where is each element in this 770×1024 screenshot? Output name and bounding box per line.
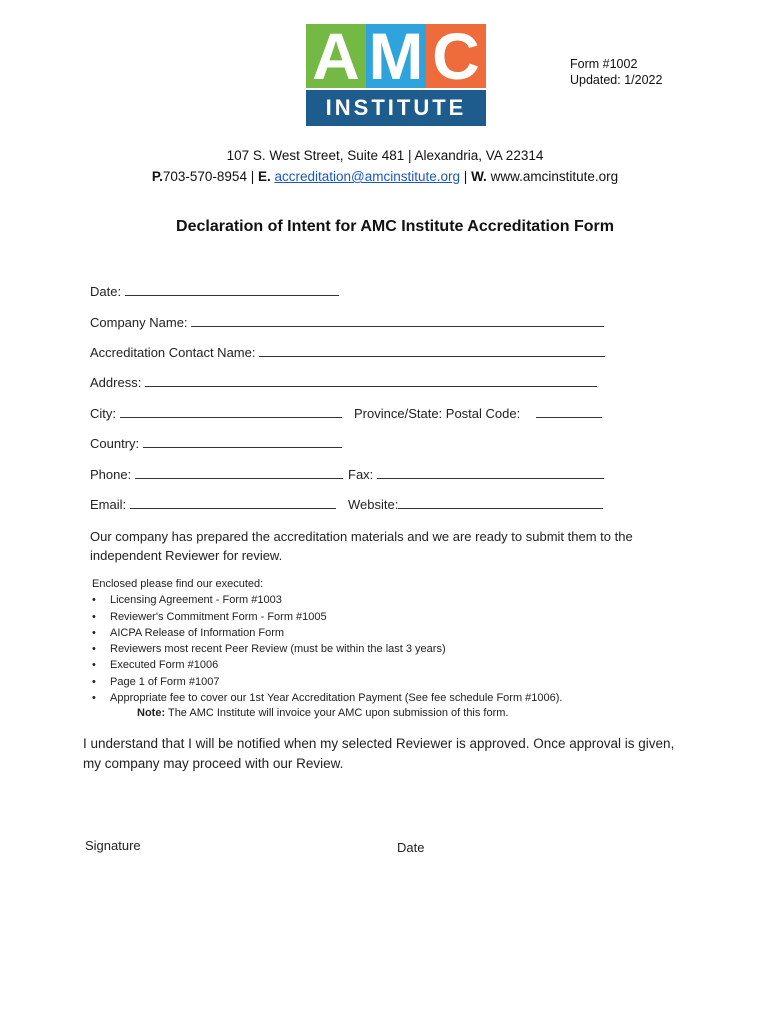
contact-name-label: Accreditation Contact Name: [90, 345, 256, 360]
enclosed-intro: Enclosed please find our executed: [92, 578, 264, 590]
phone-label: Phone: [90, 467, 132, 482]
signature-label: Signature [85, 838, 141, 853]
website-label: Website: [348, 497, 399, 512]
address-input-line[interactable] [145, 374, 597, 387]
website-text: www.amcinstitute.org [490, 169, 619, 184]
list-item: • Reviewer's Commitment Form - Form #1005 [110, 609, 562, 625]
web-prefix: W. [471, 169, 487, 184]
approval-statement: I understand that I will be notified when my selected Reviewer is approved. Once approval is given, my company may proceed with our Review. [83, 736, 675, 771]
company-name-label: Company Name: [90, 315, 188, 330]
email-input-line[interactable] [130, 496, 336, 509]
company-name-field [90, 314, 604, 331]
postal-code-input-line[interactable] [536, 405, 602, 418]
country-label: Country: [90, 436, 140, 451]
email-link[interactable]: accreditation@amcinstitute.org [274, 169, 461, 184]
list-item: • Licensing Agreement - Form #1003 [110, 592, 562, 608]
list-item: • Executed Form #1006 [110, 657, 562, 673]
fax-input-line[interactable] [377, 466, 604, 479]
country-field [90, 435, 342, 452]
fax-field [348, 466, 604, 483]
phone-field [90, 466, 343, 483]
form-title: Declaration of Intent for AMC Institute Accreditation Form [176, 218, 614, 235]
list-item: • Appropriate fee to cover our 1st Year Accreditation Payment (See fee schedule Form #1006). [110, 690, 562, 706]
preparation-statement: Our company has prepared the accreditation materials and we are ready to submit them to the independent Reviewer for review. [90, 529, 633, 563]
note-text: The AMC Institute will invoice your AMC upon submission of this form. [167, 707, 509, 719]
enclosed-items [92, 592, 562, 706]
date-input-line[interactable] [125, 283, 339, 296]
note-label: Note: [137, 707, 166, 719]
street-address: 107 S. West Street, Suite 481 | Alexandria, VA 22314 [226, 148, 544, 163]
city-input-line[interactable] [120, 405, 342, 418]
list-item: • Reviewers most recent Peer Review (must be within the last 3 years) [110, 641, 562, 657]
city-label: City: [90, 406, 116, 421]
address-label: Address: [90, 375, 142, 390]
amc-institute-logo [306, 24, 486, 126]
fax-label: Fax: [348, 467, 374, 482]
contact-name-input-line[interactable] [259, 344, 605, 357]
logo-institute-bar: INSTITUTE [306, 90, 486, 126]
email-prefix: E. [257, 169, 271, 184]
logo-letter-a: A [306, 24, 366, 88]
date-field [90, 283, 339, 300]
date-field-label: Date: [90, 284, 122, 299]
email-label: Email: [90, 497, 127, 512]
address-field [90, 374, 597, 391]
list-item: • AICPA Release of Information Form [110, 625, 562, 641]
list-item: • Page 1 of Form #1007 [110, 674, 562, 690]
company-name-input-line[interactable] [191, 314, 604, 327]
signature-date-label: Date [397, 840, 425, 855]
province-postal-field [354, 405, 602, 422]
website-input-line[interactable] [398, 496, 603, 509]
phone-number: 703-570-8954 [162, 169, 247, 184]
form-updated: Updated: 1/2022 [570, 73, 663, 87]
email-field [90, 496, 336, 513]
country-input-line[interactable] [143, 435, 342, 448]
contact-line: P.703-570-8954 | E. accreditation@amcinstitute.org | W. www.amcinstitute.org [151, 169, 619, 184]
province-postal-label: Province/State: Postal Code: [354, 406, 521, 421]
logo-letter-m: M [366, 24, 426, 88]
invoice-note [137, 707, 509, 719]
phone-prefix: P. [151, 169, 163, 184]
contact-name-field [90, 344, 605, 361]
phone-input-line[interactable] [135, 466, 343, 479]
form-number: Form #1002 [570, 57, 638, 71]
city-field [90, 405, 342, 422]
logo-letter-c: C [426, 24, 486, 88]
enclosed-list [92, 576, 562, 706]
website-field [348, 496, 603, 513]
